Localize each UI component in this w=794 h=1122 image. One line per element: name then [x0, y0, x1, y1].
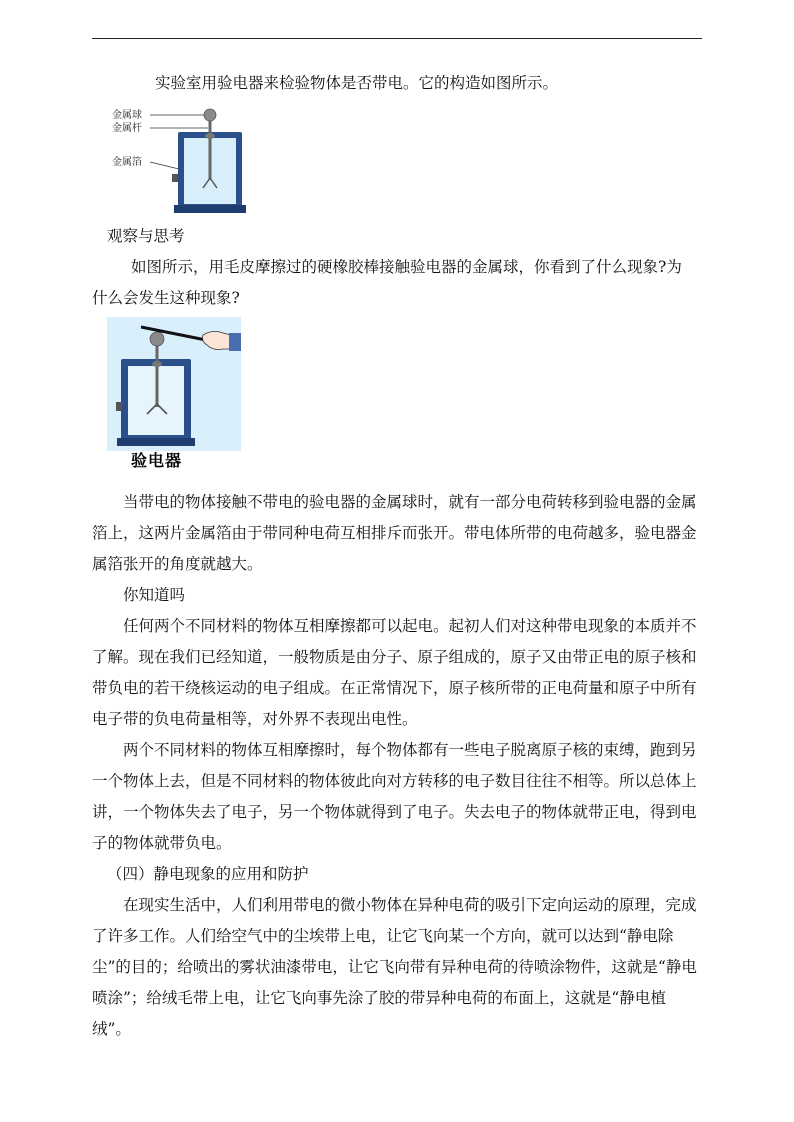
electroscope-structure-figure	[110, 104, 250, 216]
paragraph-know-1: 任何两个不同材料的物体互相摩擦都可以起电。起初人们对这种带电现象的本质并不了解。现在我们已经知道，一般物质是由分子、原子组成的，原子又由带正电的原子核和带负电的若干绕核运动的电子组成。在正常情况下，原子核所带的正电荷量和原子中所有电子带的负电荷量相等，对外界不表现出电性。	[92, 617, 697, 728]
label-metal-rod: 金属杆	[112, 123, 142, 134]
heading-application: （四）静电现象的应用和防护	[107, 865, 309, 883]
label-metal-ball: 金属球	[112, 110, 142, 121]
label-metal-foil: 金属箔	[112, 157, 142, 168]
observe-line-1: 如图所示，用毛皮摩擦过的硬橡胶棒接触验电器的金属球，你看到了什么现象?为	[131, 258, 682, 276]
electroscope-charged-rod-figure	[107, 317, 241, 451]
figure-caption-electroscope: 验电器	[131, 451, 183, 470]
heading-did-you-know: 你知道吗	[123, 586, 186, 604]
observe-line-2: 什么会发生这种现象?	[92, 289, 240, 307]
heading-observe: 观察与思考	[107, 227, 185, 245]
paragraph-know-2: 两个不同材料的物体互相摩擦时，每个物体都有一些电子脱离原子核的束缚，跑到另一个物体上去，但是不同材料的物体彼此向对方转移的电子数目往往不相等。所以总体上讲，一个物体失去了电子，另一个物体就得到了电子。失去电子的物体就带正电，得到电子的物体就带负电。	[92, 741, 697, 852]
paragraph-application: 在现实生活中，人们利用带电的微小物体在异种电荷的吸引下定向运动的原理，完成了许多工作。人们给空气中的尘埃带上电，让它飞向某一个方向，就可以达到“静电除尘”的目的；给喷出的雾状油漆带电，让它飞向带有异种电荷的待喷涂物件，这就是“静电喷涂”；给绒毛带上电，让它飞向事先涂了胶的带异种电荷的布面上，这就是“静电植绒”。	[92, 896, 697, 1038]
paragraph-explain: 当带电的物体接触不带电的验电器的金属球时，就有一部分电荷转移到验电器的金属箔上，这两片金属箔由于带同种电荷互相排斥而张开。带电体所带的电荷越多，验电器金属箔张开的角度就越大。	[92, 493, 697, 573]
header-rule	[92, 38, 702, 39]
intro-text: 实验室用验电器来检验物体是否带电。它的构造如图所示。	[155, 74, 559, 92]
